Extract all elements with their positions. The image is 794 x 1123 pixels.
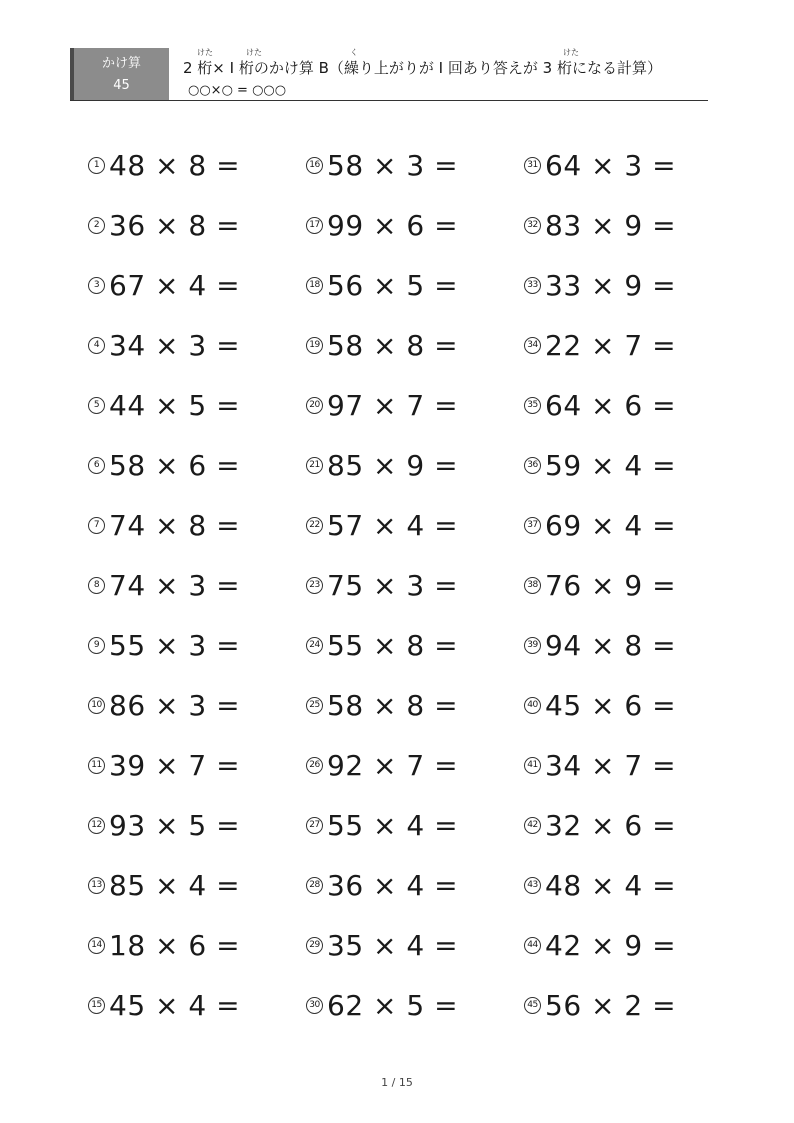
problem-expression: 45 × 6 = (545, 688, 677, 722)
problem-item (524, 555, 734, 615)
problem-number: 28 (306, 877, 323, 894)
problem-expression: 34 × 7 = (545, 748, 677, 782)
problem-expression: 64 × 6 = (545, 388, 677, 422)
problem-item (88, 855, 298, 915)
problem-expression: 35 × 4 = (327, 928, 459, 962)
problem-number: 35 (524, 397, 541, 414)
problem-expression: 99 × 6 = (327, 208, 459, 242)
problem-expression: 97 × 7 = (327, 388, 459, 422)
problem-expression: 18 × 6 = (109, 928, 241, 962)
problem-number: 33 (524, 277, 541, 294)
problem-item (524, 255, 734, 315)
problem-item (524, 375, 734, 435)
problem-item (88, 135, 298, 195)
problem-number: 18 (306, 277, 323, 294)
problem-item (88, 795, 298, 855)
problem-expression: 94 × 8 = (545, 628, 677, 662)
problem-item (306, 255, 516, 315)
problem-expression: 56 × 5 = (327, 268, 459, 302)
problem-item (524, 435, 734, 495)
problem-item (306, 315, 516, 375)
problem-expression: 48 × 8 = (109, 148, 241, 182)
problem-item (88, 735, 298, 795)
problem-number: 34 (524, 337, 541, 354)
problem-expression: 59 × 4 = (545, 448, 677, 482)
problem-expression: 45 × 4 = (109, 988, 241, 1022)
problem-expression: 55 × 3 = (109, 628, 241, 662)
problem-expression: 75 × 3 = (327, 568, 459, 602)
page-number: 1 / 15 (381, 1076, 413, 1089)
problem-number: 7 (88, 517, 105, 534)
problem-expression: 93 × 5 = (109, 808, 241, 842)
problem-item (524, 135, 734, 195)
problem-expression: 69 × 4 = (545, 508, 677, 542)
problem-item (88, 195, 298, 255)
problem-number: 10 (88, 697, 105, 714)
problem-item (306, 855, 516, 915)
problem-number: 3 (88, 277, 105, 294)
problem-expression: 58 × 6 = (109, 448, 241, 482)
problem-number: 9 (88, 637, 105, 654)
problem-number: 21 (306, 457, 323, 474)
problem-item (88, 255, 298, 315)
problem-item (306, 735, 516, 795)
badge-title: かけ算 (101, 55, 141, 71)
worksheet-title: 2 桁× I 桁のかけ算 B（繰り上がりが I 回あり答えが 3 桁になる計算） (183, 59, 662, 77)
problem-number: 26 (306, 757, 323, 774)
problem-number: 13 (88, 877, 105, 894)
problem-number: 42 (524, 817, 541, 834)
problem-number: 8 (88, 577, 105, 594)
problem-item (524, 615, 734, 675)
problem-expression: 85 × 4 = (109, 868, 241, 902)
problem-expression: 32 × 6 = (545, 808, 677, 842)
problem-expression: 58 × 8 = (327, 328, 459, 362)
problem-number: 38 (524, 577, 541, 594)
problem-item (306, 615, 516, 675)
problem-item (524, 735, 734, 795)
problem-item (306, 675, 516, 735)
problem-item (88, 495, 298, 555)
problem-item (524, 675, 734, 735)
problem-item (88, 675, 298, 735)
problem-number: 25 (306, 697, 323, 714)
header-divider (70, 100, 708, 101)
problem-expression: 92 × 7 = (327, 748, 459, 782)
problem-column-2 (306, 135, 516, 1035)
problem-item (524, 915, 734, 975)
problem-item (88, 555, 298, 615)
problem-item (306, 375, 516, 435)
problem-item (88, 615, 298, 675)
problem-item (524, 795, 734, 855)
problem-expression: 85 × 9 = (327, 448, 459, 482)
problem-item (524, 975, 734, 1035)
problem-number: 1 (88, 157, 105, 174)
problem-expression: 86 × 3 = (109, 688, 241, 722)
problem-expression: 36 × 8 = (109, 208, 241, 242)
problem-number: 30 (306, 997, 323, 1014)
problem-number: 24 (306, 637, 323, 654)
problem-expression: 74 × 8 = (109, 508, 241, 542)
problem-column-1 (88, 135, 298, 1035)
problem-number: 22 (306, 517, 323, 534)
problem-item (524, 855, 734, 915)
problem-number: 41 (524, 757, 541, 774)
problem-item (524, 315, 734, 375)
problem-expression: 58 × 3 = (327, 148, 459, 182)
problem-number: 14 (88, 937, 105, 954)
problem-item (306, 975, 516, 1035)
problem-expression: 62 × 5 = (327, 988, 459, 1022)
problem-number: 31 (524, 157, 541, 174)
problem-expression: 83 × 9 = (545, 208, 677, 242)
problem-number: 16 (306, 157, 323, 174)
problem-expression: 42 × 9 = (545, 928, 677, 962)
problem-item (306, 195, 516, 255)
problem-number: 43 (524, 877, 541, 894)
problem-number: 32 (524, 217, 541, 234)
worksheet-badge (70, 48, 169, 101)
problem-number: 15 (88, 997, 105, 1014)
problem-number: 5 (88, 397, 105, 414)
problem-column-3 (524, 135, 734, 1035)
problem-item (306, 495, 516, 555)
problem-expression: 36 × 4 = (327, 868, 459, 902)
problem-item (88, 375, 298, 435)
problem-item (306, 135, 516, 195)
problem-expression: 74 × 3 = (109, 568, 241, 602)
problem-number: 11 (88, 757, 105, 774)
problem-expression: 58 × 8 = (327, 688, 459, 722)
problem-number: 12 (88, 817, 105, 834)
problem-expression: 55 × 8 = (327, 628, 459, 662)
problem-number: 17 (306, 217, 323, 234)
worksheet-pattern: ○○×○ = ○○○ (188, 83, 287, 98)
problem-number: 45 (524, 997, 541, 1014)
problem-number: 36 (524, 457, 541, 474)
problem-number: 44 (524, 937, 541, 954)
problem-item (524, 495, 734, 555)
problem-expression: 76 × 9 = (545, 568, 677, 602)
problem-expression: 33 × 9 = (545, 268, 677, 302)
problem-item (524, 195, 734, 255)
problem-number: 37 (524, 517, 541, 534)
problem-expression: 34 × 3 = (109, 328, 241, 362)
problem-item (88, 975, 298, 1035)
problem-expression: 39 × 7 = (109, 748, 241, 782)
problem-expression: 57 × 4 = (327, 508, 459, 542)
badge-number: 45 (113, 77, 130, 93)
furigana-keta-2: けた (246, 48, 262, 57)
problem-item (306, 915, 516, 975)
problem-item (306, 795, 516, 855)
problem-item (88, 915, 298, 975)
problem-expression: 67 × 4 = (109, 268, 241, 302)
problem-number: 19 (306, 337, 323, 354)
problem-number: 4 (88, 337, 105, 354)
problem-item (88, 435, 298, 495)
problem-number: 6 (88, 457, 105, 474)
furigana-keta-3: けた (563, 48, 579, 57)
problem-item (306, 435, 516, 495)
problem-number: 27 (306, 817, 323, 834)
problem-number: 39 (524, 637, 541, 654)
problem-number: 23 (306, 577, 323, 594)
problem-expression: 55 × 4 = (327, 808, 459, 842)
furigana-keta-1: けた (197, 48, 213, 57)
problem-number: 2 (88, 217, 105, 234)
problem-item (88, 315, 298, 375)
problem-expression: 64 × 3 = (545, 148, 677, 182)
problem-expression: 56 × 2 = (545, 988, 677, 1022)
problem-expression: 22 × 7 = (545, 328, 677, 362)
problem-expression: 44 × 5 = (109, 388, 241, 422)
furigana-ku: く (350, 48, 358, 57)
problem-item (306, 555, 516, 615)
problem-number: 20 (306, 397, 323, 414)
problem-number: 29 (306, 937, 323, 954)
problem-expression: 48 × 4 = (545, 868, 677, 902)
problem-number: 40 (524, 697, 541, 714)
